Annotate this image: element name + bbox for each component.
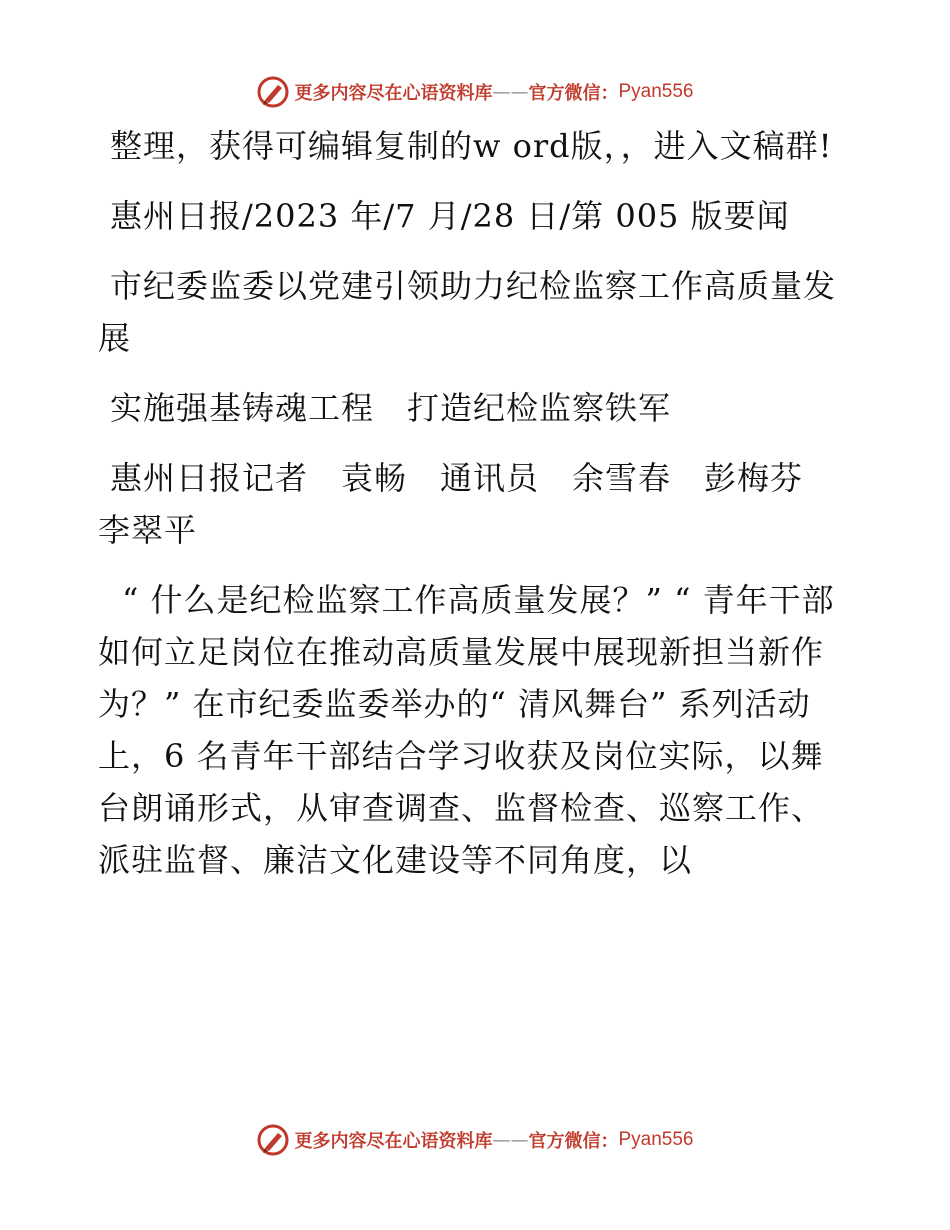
watermark-dash: —— bbox=[492, 81, 529, 103]
byline: 惠州日报记者 袁畅 通讯员 余雪春 彭梅芬 李翠平 bbox=[98, 459, 837, 549]
watermark-label: 官方微信： bbox=[528, 1131, 619, 1152]
pen-logo-icon bbox=[256, 75, 290, 109]
watermark-wechat-id: Pyan556 bbox=[618, 1129, 694, 1150]
watermark-dash: —— bbox=[492, 1129, 529, 1151]
header-watermark bbox=[0, 72, 950, 112]
watermark-brand: 更多内容尽在心语资料库 bbox=[294, 83, 493, 104]
article-paragraph: “ 什么是纪检监察工作高质量发展？” “ 青年干部如何立足岗位在推动高质量发展中展现新担当新作为？” 在市纪委监委举办的“ 清风舞台” 系列活动上，6 名青年干部结合学习收获及岗位实际，以舞台朗诵形式，从审查调查、监督检查、巡察工作、派驻监督、廉洁文化建设等不同角度，以 bbox=[98, 581, 835, 879]
pen-logo-icon bbox=[256, 1123, 290, 1157]
source-line: 惠州日报/2023 年/7 月/28 日/第 005 版要闻 bbox=[110, 197, 790, 235]
watermark-label: 官方微信： bbox=[528, 83, 619, 104]
article-headline: 市纪委监委以党建引领助力纪检监察工作高质量发展 bbox=[98, 267, 837, 357]
footer-watermark bbox=[0, 1120, 950, 1160]
article-subheadline: 实施强基铸魂工程 打造纪检监察铁军 bbox=[110, 389, 672, 427]
watermark-brand: 更多内容尽在心语资料库 bbox=[294, 1131, 493, 1152]
intro-note: 整理，获得可编辑复制的w ord版，，进入文稿群! bbox=[110, 127, 833, 165]
document-body bbox=[98, 120, 854, 904]
watermark-wechat-id: Pyan556 bbox=[618, 81, 694, 102]
